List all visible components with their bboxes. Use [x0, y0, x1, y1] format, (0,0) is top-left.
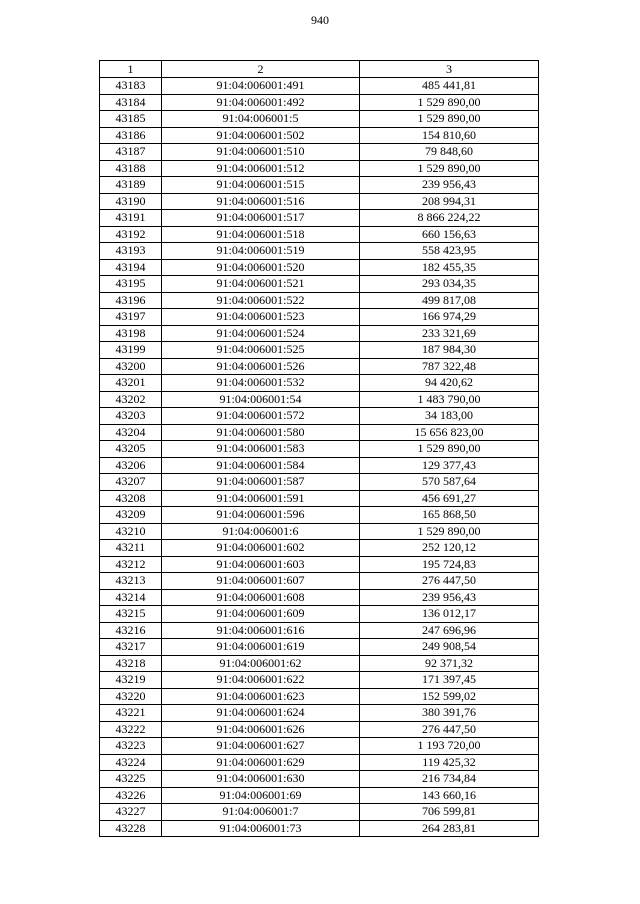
value-cell: 182 455,35	[360, 259, 539, 276]
cadastral-number-cell: 91:04:006001:525	[162, 342, 360, 359]
table-row	[100, 655, 539, 672]
table-row	[100, 474, 539, 491]
value-cell: 558 423,95	[360, 243, 539, 260]
page-number: 940	[311, 13, 329, 27]
row-number-cell: 43220	[100, 688, 162, 705]
cadastral-number-cell: 91:04:006001:587	[162, 474, 360, 491]
row-number-cell: 43221	[100, 705, 162, 722]
value-cell: 92 371,32	[360, 655, 539, 672]
table-row	[100, 589, 539, 606]
cadastral-number-cell: 91:04:006001:619	[162, 639, 360, 656]
table-row	[100, 259, 539, 276]
row-number-cell: 43185	[100, 111, 162, 128]
row-number-cell: 43213	[100, 573, 162, 590]
value-cell: 1 529 890,00	[360, 160, 539, 177]
cadastral-number-cell: 91:04:006001:516	[162, 193, 360, 210]
value-cell: 79 848,60	[360, 144, 539, 161]
value-cell: 293 034,35	[360, 276, 539, 293]
cadastral-number-cell: 91:04:006001:532	[162, 375, 360, 392]
cadastral-number-cell: 91:04:006001:522	[162, 292, 360, 309]
row-number-cell: 43202	[100, 391, 162, 408]
cadastral-number-cell: 91:04:006001:520	[162, 259, 360, 276]
row-number-cell: 43203	[100, 408, 162, 425]
row-number-cell: 43195	[100, 276, 162, 293]
value-cell: 233 321,69	[360, 325, 539, 342]
table-row	[100, 523, 539, 540]
table-row	[100, 424, 539, 441]
cadastral-number-cell: 91:04:006001:524	[162, 325, 360, 342]
row-number-cell: 43227	[100, 804, 162, 821]
table-row	[100, 721, 539, 738]
row-number-cell: 43208	[100, 490, 162, 507]
row-number-cell: 43193	[100, 243, 162, 260]
cadastral-number-cell: 91:04:006001:523	[162, 309, 360, 326]
cadastral-number-cell: 91:04:006001:607	[162, 573, 360, 590]
cadastral-number-cell: 91:04:006001:7	[162, 804, 360, 821]
cadastral-number-cell: 91:04:006001:510	[162, 144, 360, 161]
cadastral-number-cell: 91:04:006001:572	[162, 408, 360, 425]
cadastral-number-cell: 91:04:006001:580	[162, 424, 360, 441]
value-cell: 143 660,16	[360, 787, 539, 804]
table-row	[100, 325, 539, 342]
table-row	[100, 193, 539, 210]
row-number-cell: 43187	[100, 144, 162, 161]
row-number-cell: 43217	[100, 639, 162, 656]
value-cell: 195 724,83	[360, 556, 539, 573]
cadastral-number-cell: 91:04:006001:624	[162, 705, 360, 722]
table-row	[100, 127, 539, 144]
value-cell: 171 397,45	[360, 672, 539, 689]
row-number-cell: 43194	[100, 259, 162, 276]
table-row	[100, 672, 539, 689]
cadastral-number-cell: 91:04:006001:491	[162, 78, 360, 95]
table-row	[100, 457, 539, 474]
row-number-cell: 43210	[100, 523, 162, 540]
value-cell: 165 868,50	[360, 507, 539, 524]
row-number-cell: 43226	[100, 787, 162, 804]
cadastral-number-cell: 91:04:006001:521	[162, 276, 360, 293]
cadastral-number-cell: 91:04:006001:603	[162, 556, 360, 573]
value-cell: 787 322,48	[360, 358, 539, 375]
cadastral-number-cell: 91:04:006001:622	[162, 672, 360, 689]
value-cell: 187 984,30	[360, 342, 539, 359]
table-row	[100, 688, 539, 705]
table-row	[100, 606, 539, 623]
row-number-cell: 43189	[100, 177, 162, 194]
table-row	[100, 210, 539, 227]
cadastral-number-cell: 91:04:006001:492	[162, 94, 360, 111]
table-body	[100, 78, 539, 837]
row-number-cell: 43196	[100, 292, 162, 309]
value-cell: 208 994,31	[360, 193, 539, 210]
row-number-cell: 43216	[100, 622, 162, 639]
value-cell: 485 441,81	[360, 78, 539, 95]
row-number-cell: 43207	[100, 474, 162, 491]
table-row	[100, 94, 539, 111]
table-row	[100, 292, 539, 309]
value-cell: 1 529 890,00	[360, 111, 539, 128]
cadastral-number-cell: 91:04:006001:583	[162, 441, 360, 458]
value-cell: 8 866 224,22	[360, 210, 539, 227]
cadastral-number-cell: 91:04:006001:69	[162, 787, 360, 804]
row-number-cell: 43197	[100, 309, 162, 326]
row-number-cell: 43228	[100, 820, 162, 837]
cadastral-number-cell: 91:04:006001:73	[162, 820, 360, 837]
table-row	[100, 78, 539, 95]
row-number-cell: 43225	[100, 771, 162, 788]
value-cell: 34 183,00	[360, 408, 539, 425]
value-cell: 152 599,02	[360, 688, 539, 705]
cadastral-number-cell: 91:04:006001:608	[162, 589, 360, 606]
cadastral-number-cell: 91:04:006001:602	[162, 540, 360, 557]
table-row	[100, 408, 539, 425]
table-row	[100, 358, 539, 375]
row-number-cell: 43204	[100, 424, 162, 441]
row-number-cell: 43214	[100, 589, 162, 606]
row-number-cell: 43215	[100, 606, 162, 623]
cadastral-number-cell: 91:04:006001:616	[162, 622, 360, 639]
cadastral-number-cell: 91:04:006001:519	[162, 243, 360, 260]
column-header-3: 3	[360, 61, 539, 78]
value-cell: 166 974,29	[360, 309, 539, 326]
row-number-cell: 43190	[100, 193, 162, 210]
row-number-cell: 43224	[100, 754, 162, 771]
table-row	[100, 391, 539, 408]
table-row	[100, 787, 539, 804]
row-number-cell: 43200	[100, 358, 162, 375]
table-row	[100, 573, 539, 590]
cadastral-number-cell: 91:04:006001:584	[162, 457, 360, 474]
table-row	[100, 375, 539, 392]
row-number-cell: 43201	[100, 375, 162, 392]
value-cell: 264 283,81	[360, 820, 539, 837]
row-number-cell: 43188	[100, 160, 162, 177]
row-number-cell: 43184	[100, 94, 162, 111]
table-row	[100, 754, 539, 771]
table-row	[100, 540, 539, 557]
table-row	[100, 705, 539, 722]
cadastral-number-cell: 91:04:006001:626	[162, 721, 360, 738]
row-number-cell: 43222	[100, 721, 162, 738]
table-row	[100, 243, 539, 260]
row-number-cell: 43219	[100, 672, 162, 689]
row-number-cell: 43199	[100, 342, 162, 359]
value-cell: 129 377,43	[360, 457, 539, 474]
value-cell: 119 425,32	[360, 754, 539, 771]
table-row	[100, 556, 539, 573]
value-cell: 380 391,76	[360, 705, 539, 722]
row-number-cell: 43198	[100, 325, 162, 342]
value-cell: 1 483 790,00	[360, 391, 539, 408]
cadastral-number-cell: 91:04:006001:515	[162, 177, 360, 194]
table-header	[100, 61, 539, 78]
cadastral-number-cell: 91:04:006001:502	[162, 127, 360, 144]
table-row	[100, 622, 539, 639]
cadastral-number-cell: 91:04:006001:629	[162, 754, 360, 771]
row-number-cell: 43183	[100, 78, 162, 95]
value-cell: 247 696,96	[360, 622, 539, 639]
value-cell: 570 587,64	[360, 474, 539, 491]
table-row	[100, 738, 539, 755]
row-number-cell: 43218	[100, 655, 162, 672]
table-row	[100, 820, 539, 837]
value-cell: 239 956,43	[360, 589, 539, 606]
value-cell: 276 447,50	[360, 721, 539, 738]
value-cell: 94 420,62	[360, 375, 539, 392]
table-row	[100, 804, 539, 821]
value-cell: 136 012,17	[360, 606, 539, 623]
table-row	[100, 144, 539, 161]
value-cell: 1 529 890,00	[360, 441, 539, 458]
value-cell: 499 817,08	[360, 292, 539, 309]
row-number-cell: 43212	[100, 556, 162, 573]
column-header-2: 2	[162, 61, 360, 78]
value-cell: 249 908,54	[360, 639, 539, 656]
table-row	[100, 276, 539, 293]
value-cell: 660 156,63	[360, 226, 539, 243]
table-row	[100, 177, 539, 194]
cadastral-number-cell: 91:04:006001:62	[162, 655, 360, 672]
table-row	[100, 490, 539, 507]
cadastral-number-cell: 91:04:006001:517	[162, 210, 360, 227]
value-cell: 15 656 823,00	[360, 424, 539, 441]
table-row	[100, 507, 539, 524]
value-cell: 1 529 890,00	[360, 94, 539, 111]
table-row	[100, 771, 539, 788]
value-cell: 1 529 890,00	[360, 523, 539, 540]
cadastral-number-cell: 91:04:006001:627	[162, 738, 360, 755]
table-row	[100, 226, 539, 243]
cadastral-number-cell: 91:04:006001:518	[162, 226, 360, 243]
table-row	[100, 342, 539, 359]
column-header-1: 1	[100, 61, 162, 78]
cadastral-number-cell: 91:04:006001:526	[162, 358, 360, 375]
row-number-cell: 43191	[100, 210, 162, 227]
value-cell: 1 193 720,00	[360, 738, 539, 755]
value-cell: 154 810,60	[360, 127, 539, 144]
cadastral-number-cell: 91:04:006001:54	[162, 391, 360, 408]
table-row	[100, 309, 539, 326]
row-number-cell: 43223	[100, 738, 162, 755]
row-number-cell: 43192	[100, 226, 162, 243]
cadastral-number-cell: 91:04:006001:512	[162, 160, 360, 177]
cadastral-number-cell: 91:04:006001:6	[162, 523, 360, 540]
cadastral-number-cell: 91:04:006001:596	[162, 507, 360, 524]
row-number-cell: 43209	[100, 507, 162, 524]
value-cell: 252 120,12	[360, 540, 539, 557]
value-cell: 706 599,81	[360, 804, 539, 821]
cadastral-number-cell: 91:04:006001:630	[162, 771, 360, 788]
row-number-cell: 43205	[100, 441, 162, 458]
table-row	[100, 111, 539, 128]
cadastral-number-cell: 91:04:006001:5	[162, 111, 360, 128]
table-row	[100, 639, 539, 656]
cadastral-value-table	[99, 60, 539, 837]
value-cell: 276 447,50	[360, 573, 539, 590]
row-number-cell: 43186	[100, 127, 162, 144]
table-row	[100, 160, 539, 177]
table-row	[100, 441, 539, 458]
row-number-cell: 43211	[100, 540, 162, 557]
header-row	[100, 61, 539, 78]
value-cell: 456 691,27	[360, 490, 539, 507]
value-cell: 239 956,43	[360, 177, 539, 194]
cadastral-number-cell: 91:04:006001:591	[162, 490, 360, 507]
value-cell: 216 734,84	[360, 771, 539, 788]
cadastral-number-cell: 91:04:006001:623	[162, 688, 360, 705]
row-number-cell: 43206	[100, 457, 162, 474]
cadastral-number-cell: 91:04:006001:609	[162, 606, 360, 623]
